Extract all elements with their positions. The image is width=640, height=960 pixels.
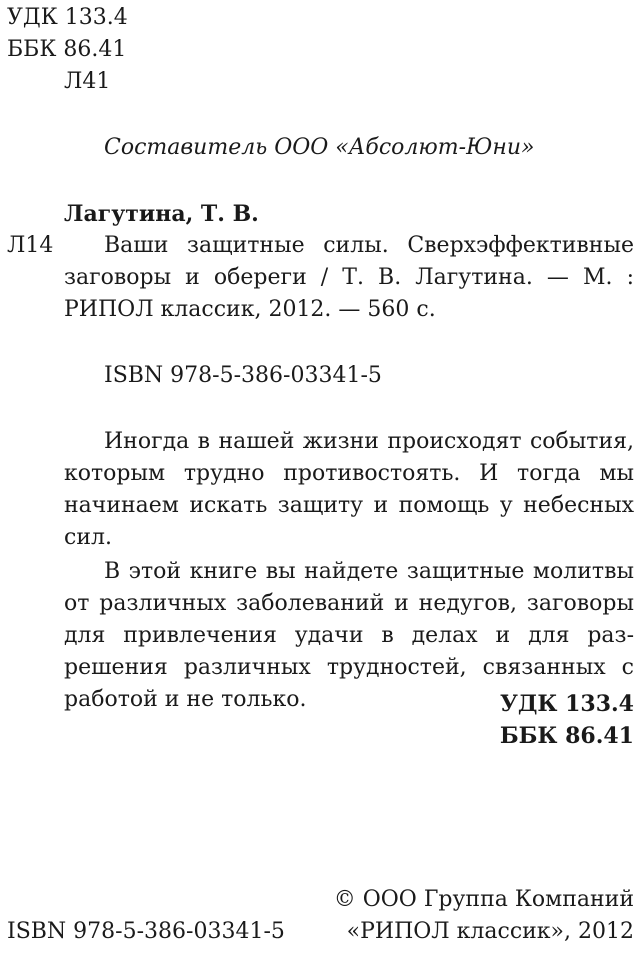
- annotation-paragraph: Иногда в нашей жизни происходят события, которым трудно противостоять. И тогда мы начинаем искать защиту и помощь у небесных сил.: [64, 429, 634, 550]
- author-heading: Лагутина, Т. В.: [64, 201, 259, 227]
- annotation-paragraph: В этой книге вы найдете защитные молитвы от различных заболеваний и недугов, заговоры для привлечения удачи в делах и для разрешения различных трудностей, связанных с работой и не только.: [64, 559, 634, 712]
- udk-code-bold: УДК 133.4: [500, 691, 634, 717]
- library-cipher: Л14: [7, 233, 54, 258]
- copyright-line: © ООО Группа Компаний: [333, 887, 634, 912]
- bbk-code-bold: ББК 86.41: [499, 723, 634, 749]
- footer-isbn: ISBN 978-5-386-03341-5: [7, 919, 285, 944]
- author-mark: Л41: [64, 69, 111, 94]
- bbk-code: ББК 86.41: [7, 37, 127, 62]
- isbn: ISBN 978-5-386-03341-5: [104, 363, 382, 388]
- udk-code: УДК 133.4: [7, 5, 128, 30]
- compiler-credit: Составитель ООО «Абсолют-Юни»: [104, 135, 535, 160]
- bibliographic-description: Ваши защитные силы. Сверхэффективные заговоры и обереги / Т. В. Лагутина. — М. : РИПОЛ классик, 2012. — 560 с.: [64, 233, 634, 322]
- copyright-line: «РИПОЛ классик», 2012: [346, 919, 634, 944]
